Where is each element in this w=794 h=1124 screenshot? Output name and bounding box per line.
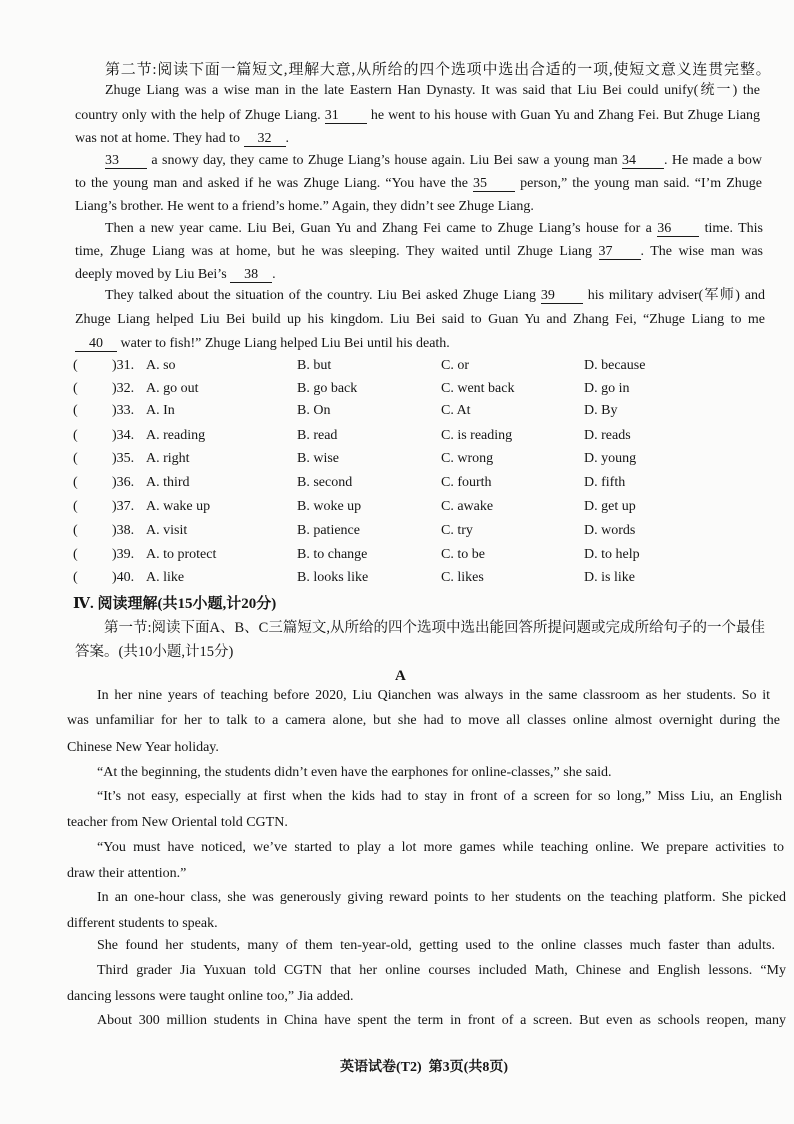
question-number: )37.: [112, 499, 135, 514]
question-number: )38.: [112, 523, 135, 538]
cloze-line: [75, 335, 450, 353]
passage-line: “You must have noticed, we’ve started to play a lot more games while teaching online. We prepare activities to: [97, 840, 784, 855]
option-c: C. fourth: [441, 475, 492, 490]
answer-paren: (: [73, 547, 78, 562]
option-b: B. wise: [297, 451, 339, 466]
option-c: C. try: [441, 523, 473, 538]
cloze-text: deeply moved by Liu Bei’s: [75, 267, 227, 282]
option-b: B. read: [297, 428, 338, 443]
cloze-section-heading: 第二节:阅读下面一篇短文,理解大意,从所给的四个选项中选出合适的一项,使短文意义连贯完整。: [105, 62, 772, 78]
option-b: B. patience: [297, 523, 360, 538]
question-row: [0, 569, 794, 587]
blank-40: 40: [75, 337, 117, 352]
answer-paren: (: [73, 358, 78, 373]
cloze-line: [105, 152, 762, 170]
reading-section-heading: Ⅳ. 阅读理解(共15小题,计20分): [73, 596, 277, 612]
passage-line: About 300 million students in China have spent the term in front of a screen. But even as schools reopen, many: [97, 1013, 786, 1028]
cloze-text: . He made a bow: [664, 153, 763, 168]
cloze-text: country only with the help of Zhuge Liang.: [75, 108, 321, 123]
cloze-text: . The wise man was: [640, 244, 763, 259]
blank-38: 38: [230, 268, 272, 283]
option-a: A. visit: [146, 523, 188, 538]
option-b: B. looks like: [297, 570, 369, 585]
option-a: A. go out: [146, 381, 199, 396]
blank-35: 35: [473, 177, 515, 192]
question-number: )32.: [112, 381, 135, 396]
option-d: D. young: [584, 451, 637, 466]
option-a: A. so: [146, 358, 176, 373]
cloze-text: to the young man and asked if he was Zhuge Liang. “You have the: [75, 176, 468, 191]
cloze-text: They talked about the situation of the country. Liu Bei asked Zhuge Liang: [105, 288, 536, 303]
passage-line: was unfamiliar for her to talk to a camera alone, but she had to move all classes online almost overnight during the: [67, 713, 780, 728]
answer-paren: (: [73, 523, 78, 538]
option-b: B. but: [297, 358, 332, 373]
cloze-line: [75, 175, 762, 193]
page-footer: [340, 1059, 508, 1077]
question-row: [0, 357, 794, 375]
passage-line: Third grader Jia Yuxuan told CGTN that her online courses included Math, Chinese and English lessons. “My: [97, 963, 786, 978]
blank-37: 37: [599, 245, 641, 260]
cloze-text: was not at home. They had to: [75, 131, 240, 146]
passage-line: teacher from New Oriental told CGTN.: [67, 815, 288, 830]
question-number: )35.: [112, 451, 135, 466]
option-a: A. like: [146, 570, 185, 585]
passage-line: In an one-hour class, she was generously giving reward points to her students on the teaching platform. She picked: [97, 890, 786, 905]
reading-instruction: 第一节:阅读下面A、B、C三篇短文,从所给的四个选项中选出能回答所提问题或完成所给句子的一个最佳: [104, 620, 765, 636]
passage-line: draw their attention.”: [67, 866, 187, 881]
question-row: [0, 474, 794, 492]
cloze-line: [75, 130, 289, 148]
cloze-line: [75, 266, 276, 284]
passage-title: A: [395, 668, 406, 684]
option-d: D. to help: [584, 547, 640, 562]
option-c: C. At: [441, 403, 471, 418]
question-number: )36.: [112, 475, 135, 490]
option-b: B. second: [297, 475, 353, 490]
blank-33: 33: [105, 154, 147, 169]
cloze-text: Zhuge Liang was a wise man in the late Eastern Han Dynasty. It was said that Liu Bei could unify(统一) the: [105, 83, 760, 98]
cloze-line: [75, 311, 765, 329]
question-number: )33.: [112, 403, 135, 418]
answer-paren: (: [73, 381, 78, 396]
cloze-text: water to fish!” Zhuge Liang helped Liu Bei until his death.: [120, 336, 450, 351]
passage-line: “At the beginning, the students didn’t even have the earphones for online-classes,” she said.: [97, 765, 612, 780]
answer-paren: (: [73, 475, 78, 490]
blank-34: 34: [622, 154, 664, 169]
blank-36: 36: [657, 222, 699, 237]
cloze-line: [75, 198, 534, 216]
cloze-text: Liang’s brother. He went to a friend’s home.” Again, they didn’t see Zhuge Liang.: [75, 199, 534, 214]
question-row: [0, 522, 794, 540]
passage-line: In her nine years of teaching before 2020, Liu Qianchen was always in the same classroom as her students. So it: [97, 688, 770, 703]
option-d: D. get up: [584, 499, 636, 514]
passage-line: different students to speak.: [67, 916, 218, 931]
option-d: D. By: [584, 403, 618, 418]
cloze-text: time, Zhuge Liang was at home, but he was sleeping. They waited until Zhuge Liang: [75, 244, 593, 259]
cloze-text: his military adviser(军师) and: [587, 288, 765, 303]
cloze-line: [105, 220, 763, 238]
option-a: A. to protect: [146, 547, 217, 562]
cloze-text: time. This: [704, 221, 763, 236]
cloze-text: .: [285, 131, 289, 146]
blank-39: 39: [541, 289, 583, 304]
option-b: B. to change: [297, 547, 368, 562]
option-a: A. right: [146, 451, 190, 466]
question-row: [0, 402, 794, 420]
option-a: A. reading: [146, 428, 206, 443]
answer-paren: (: [73, 499, 78, 514]
question-row: [0, 450, 794, 468]
cloze-text: Then a new year came. Liu Bei, Guan Yu and Zhang Fei came to Zhuge Liang’s house for a: [105, 221, 652, 236]
passage-line: “It’s not easy, especially at first when the kids had to stay in front of a screen for so long,” Miss Liu, an English: [97, 789, 782, 804]
question-number: )31.: [112, 358, 135, 373]
blank-32: 32: [244, 132, 286, 147]
option-c: C. is reading: [441, 428, 513, 443]
option-c: C. went back: [441, 381, 515, 396]
question-row: [0, 498, 794, 516]
cloze-text: Zhuge Liang helped Liu Bei build up his kingdom. Liu Bei said to Guan Yu and Zhang Fei, “Zhuge Liang to me: [75, 312, 765, 327]
cloze-line: [105, 82, 760, 100]
option-d: D. is like: [584, 570, 635, 585]
answer-paren: (: [73, 570, 78, 585]
passage-line: Chinese New Year holiday.: [67, 740, 219, 755]
option-a: A. In: [146, 403, 175, 418]
footer-paper-name: 英语试卷(T2): [340, 1060, 422, 1075]
passage-line: She found her students, many of them ten-year-old, getting used to the online classes much faster than adults.: [97, 938, 775, 953]
option-c: C. awake: [441, 499, 494, 514]
option-c: C. wrong: [441, 451, 494, 466]
passage-line: dancing lessons were taught online too,” Jia added.: [67, 989, 354, 1004]
option-b: B. woke up: [297, 499, 362, 514]
option-d: D. because: [584, 358, 646, 373]
question-number: )40.: [112, 570, 135, 585]
cloze-line: [75, 107, 760, 125]
blank-31: 31: [325, 109, 367, 124]
footer-page-number: 第3页(共8页): [428, 1060, 508, 1075]
option-c: C. likes: [441, 570, 484, 585]
question-row: [0, 380, 794, 398]
option-c: C. or: [441, 358, 469, 373]
option-d: D. words: [584, 523, 636, 538]
option-d: D. go in: [584, 381, 630, 396]
reading-instruction: 答案。(共10小题,计15分): [75, 644, 234, 660]
cloze-text: person,” the young man said. “I’m Zhuge: [520, 176, 763, 191]
option-c: C. to be: [441, 547, 485, 562]
answer-paren: (: [73, 451, 78, 466]
answer-paren: (: [73, 428, 78, 443]
option-d: D. fifth: [584, 475, 626, 490]
question-number: )39.: [112, 547, 135, 562]
answer-paren: (: [73, 403, 78, 418]
cloze-line: [105, 287, 765, 305]
question-row: [0, 546, 794, 564]
option-d: D. reads: [584, 428, 631, 443]
option-b: B. On: [297, 403, 331, 418]
cloze-text: .: [272, 267, 276, 282]
question-row: [0, 427, 794, 445]
option-b: B. go back: [297, 381, 358, 396]
option-a: A. wake up: [146, 499, 211, 514]
option-a: A. third: [146, 475, 190, 490]
cloze-line: [75, 243, 763, 261]
question-number: )34.: [112, 428, 135, 443]
cloze-text: a snowy day, they came to Zhuge Liang’s house again. Liu Bei saw a young man: [151, 153, 618, 168]
cloze-text: he went to his house with Guan Yu and Zhang Fei. But Zhuge Liang: [370, 108, 761, 123]
